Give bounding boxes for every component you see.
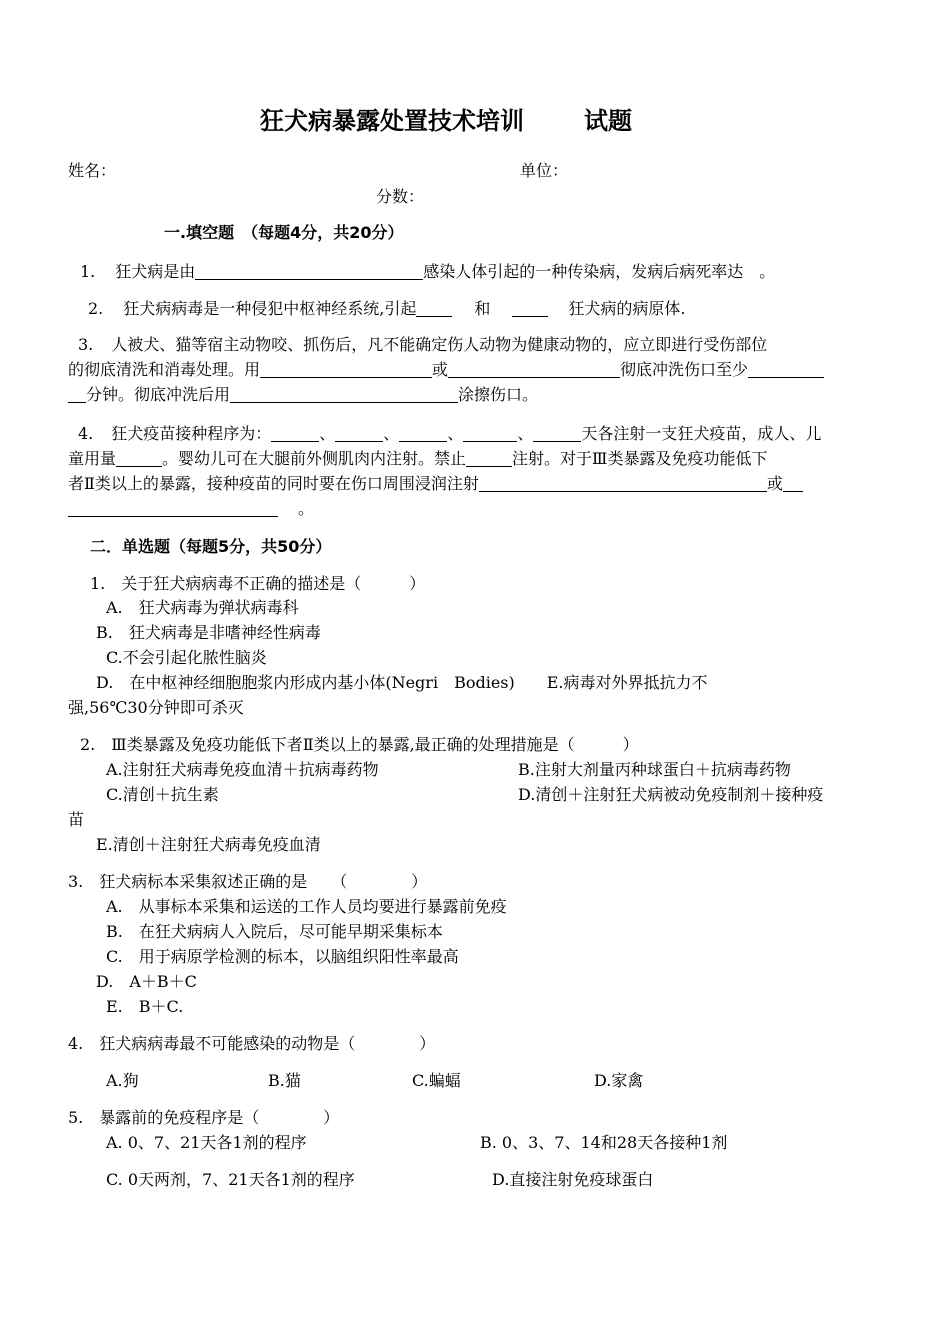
blank (533, 423, 581, 442)
section-choice-heading: 二．单选题（每题5分，共50分） (90, 537, 332, 556)
choice-q5-option-d: D.直接注射免疫球蛋白 (492, 1170, 654, 1189)
blank (260, 359, 432, 378)
fill-q2: 2. 狂犬病病毒是一种侵犯中枢神经系统,引起 和 狂犬病的病原体. (88, 299, 686, 318)
blank (479, 473, 767, 492)
choice-q2-stem: 2. Ⅲ类暴露及免疫功能低下者Ⅱ类以上的暴露,最正确的处理措施是（ ） (80, 735, 639, 754)
choice-q2-option-e: E.清创＋注射狂犬病毒免疫血清 (96, 835, 321, 854)
choice-q1-option-a: A. 狂犬病毒为弹状病毒科 (106, 598, 299, 617)
fill-q4-line1: 4. 狂犬疫苗接种程序为： 、 、 、 、 天各注射一支狂犬疫苗，成人、儿 (78, 424, 822, 443)
fill-q4-line2: 童用量 。婴幼儿可在大腿前外侧肌肉内注射。禁止 注射。对于Ⅲ类暴露及免疫功能低下 (68, 449, 768, 468)
choice-q2-option-a: A.注射狂犬病毒免疫血清＋抗病毒药物 (106, 760, 379, 779)
choice-q3-stem: 3. 狂犬病标本采集叙述正确的是 （ ） (68, 872, 428, 891)
blank (68, 384, 86, 403)
choice-q5-option-c: C. 0天两剂，7、21天各1剂的程序 (106, 1170, 355, 1189)
fill-q1: 1. 狂犬病是由 感染人体引起的一种传染病，发病后病死率达 。 (80, 262, 776, 281)
choice-q3-option-c: C. 用于病原学检测的标本，以脑组织阳性率最高 (106, 947, 459, 966)
choice-q4-option-d: D.家禽 (594, 1071, 644, 1090)
blank (195, 261, 423, 280)
choice-q2-option-c: C.清创＋抗生素 (106, 785, 219, 804)
unit-label: 单位： (520, 161, 569, 180)
fill-q3-line2: 的彻底清洗和消毒处理。用 或 彻底冲洗伤口至少 (68, 359, 824, 381)
title-main: 狂犬病暴露处置技术培训 (260, 107, 524, 135)
choice-q4-option-b: B.猫 (268, 1071, 301, 1090)
choice-q3-option-e: E. B＋C. (106, 997, 184, 1016)
choice-q5-option-a: A. 0、7、21天各1剂的程序 (106, 1133, 307, 1152)
blank (466, 448, 512, 467)
choice-q3-option-b: B. 在狂犬病病人入院后，尽可能早期采集标本 (106, 922, 443, 941)
choice-q3-option-a: A. 从事标本采集和运送的工作人员均要进行暴露前免疫 (106, 897, 507, 916)
blank (512, 298, 548, 317)
name-label: 姓名： (68, 161, 117, 180)
blank (271, 423, 319, 442)
blank (748, 359, 824, 378)
choice-q2-option-d-cont: 苗 (68, 810, 85, 829)
choice-q3-option-d: D. A＋B＋C (96, 972, 197, 991)
title-suffix: 试题 (584, 107, 632, 135)
choice-q1-option-b: B. 狂犬病毒是非嗜神经性病毒 (96, 623, 321, 642)
choice-q1-option-c: C.不会引起化脓性脑炎 (106, 648, 267, 667)
fill-q4-line4: 。 (68, 498, 314, 520)
choice-q4-stem: 4. 狂犬病病毒最不可能感染的动物是（ ） (68, 1034, 436, 1053)
fill-q4-line3: 者Ⅱ类以上的暴露，接种疫苗的同时要在伤口周围浸润注射 或 (68, 473, 803, 495)
blank (116, 448, 162, 467)
fill-q3-line3: 分钟。彻底冲洗后用 涂擦伤口。 (68, 384, 538, 406)
choice-q1-option-d: D. 在中枢神经细胞胞浆内形成内基小体(Negri Bodies) E.病毒对外界抵抗力不 (96, 673, 708, 692)
fill-q3-line1: 3. 人被犬、猫等宿主动物咬、抓伤后，凡不能确定伤人动物为健康动物的，应立即进行受伤部位 (78, 335, 768, 354)
blank (68, 498, 278, 517)
choice-q1-option-d-cont: 强,56℃30分钟即可杀灭 (68, 698, 244, 717)
choice-q5-stem: 5. 暴露前的免疫程序是（ ） (68, 1108, 340, 1127)
page-title (260, 106, 632, 136)
blank (416, 298, 452, 317)
choice-q1-stem: 1. 关于狂犬病病毒不正确的描述是（ ） (90, 574, 426, 593)
choice-q4-option-a: A.狗 (106, 1071, 139, 1090)
blank (463, 423, 517, 442)
section-fill-heading: 一.填空题 （每题4分，共20分） (164, 223, 404, 242)
blank (399, 423, 447, 442)
blank (783, 473, 803, 492)
choice-q2-option-b: B.注射大剂量丙种球蛋白＋抗病毒药物 (518, 760, 791, 779)
blank (230, 384, 458, 403)
choice-q5-option-b: B. 0、3、7、14和28天各接种1剂 (480, 1133, 728, 1152)
score-label: 分数： (376, 187, 425, 206)
choice-q4-option-c: C.蝙蝠 (412, 1071, 461, 1090)
choice-q2-option-d: D.清创＋注射狂犬病被动免疫制剂＋接种疫 (518, 785, 824, 804)
blank (335, 423, 383, 442)
blank (448, 359, 620, 378)
